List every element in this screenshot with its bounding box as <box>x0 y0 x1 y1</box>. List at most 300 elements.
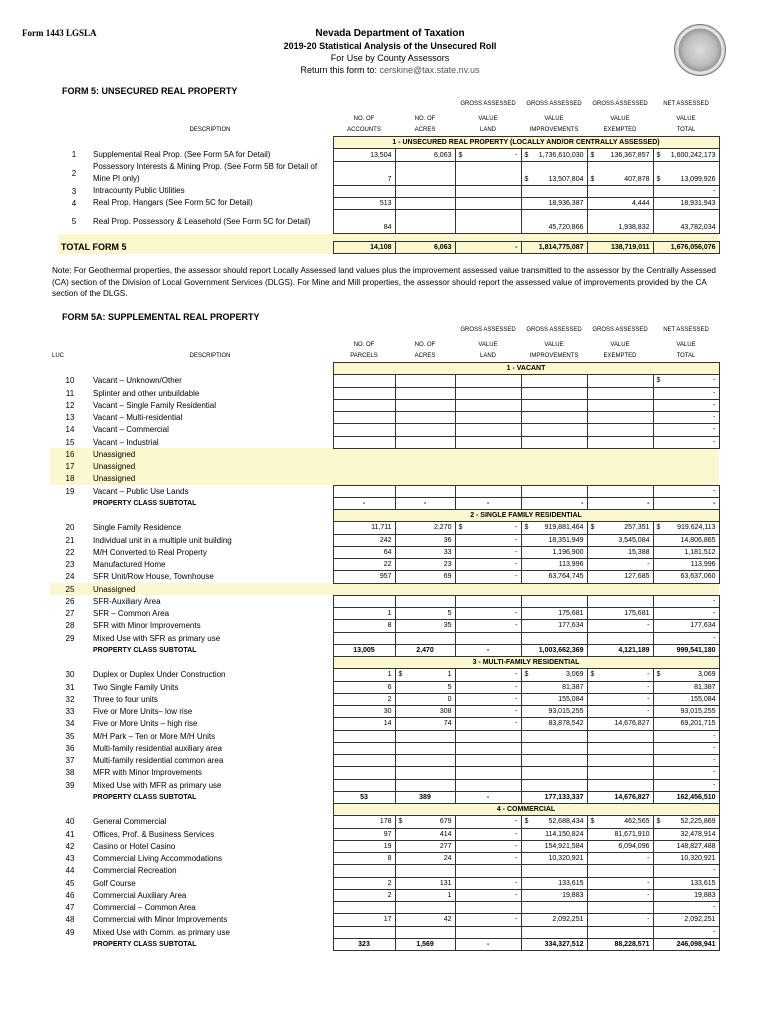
exempted-input[interactable] <box>587 889 653 901</box>
acres-input[interactable] <box>395 742 455 754</box>
value: - <box>647 695 650 703</box>
total-total[interactable] <box>653 242 719 254</box>
acres-input[interactable] <box>395 632 455 644</box>
improvements-input[interactable] <box>521 424 587 436</box>
improvements-input[interactable] <box>521 399 587 411</box>
improvements-input[interactable] <box>521 197 587 209</box>
acres-input[interactable] <box>395 718 455 730</box>
improvements-input[interactable] <box>521 669 587 681</box>
subtotal-t[interactable] <box>653 791 719 803</box>
net-total-value[interactable] <box>653 693 719 705</box>
land-input[interactable] <box>455 412 521 424</box>
acres-input[interactable] <box>395 571 455 583</box>
parcels-input[interactable] <box>333 571 395 583</box>
land-input[interactable] <box>455 149 521 161</box>
acres-input[interactable] <box>395 693 455 705</box>
land-input[interactable] <box>455 375 521 387</box>
parcels-input[interactable] <box>333 742 395 754</box>
land-input[interactable] <box>455 546 521 558</box>
exempted-input[interactable] <box>587 534 653 546</box>
value: 999,541,180 <box>676 646 716 654</box>
exempted-input[interactable] <box>587 546 653 558</box>
luc-description: Casino or Hotel Casino <box>93 841 176 851</box>
improvements-input[interactable] <box>521 853 587 865</box>
acres-input[interactable] <box>395 902 455 914</box>
subtotal-a[interactable] <box>395 938 455 950</box>
exempted-input[interactable] <box>587 828 653 840</box>
f5-hdr-total: TOTAL <box>676 127 696 133</box>
land-input[interactable] <box>455 840 521 852</box>
exempted-input[interactable] <box>587 914 653 926</box>
acres-input[interactable] <box>395 828 455 840</box>
land-input[interactable] <box>455 522 521 534</box>
subtotal-p[interactable] <box>333 644 395 656</box>
subtotal-e[interactable] <box>587 938 653 950</box>
exempted-input[interactable] <box>587 620 653 632</box>
parcels-input[interactable] <box>333 828 395 840</box>
land-input[interactable] <box>455 608 521 620</box>
acres-input[interactable] <box>395 816 455 828</box>
parcels-input[interactable] <box>333 632 395 644</box>
parcels-input[interactable] <box>333 718 395 730</box>
net-total-value[interactable] <box>653 559 719 571</box>
acres-input[interactable] <box>395 779 455 791</box>
subtotal-t[interactable] <box>653 497 719 509</box>
value: - <box>647 622 650 630</box>
improvements-input[interactable] <box>521 816 587 828</box>
acres-input[interactable] <box>395 595 455 607</box>
subtotal-a[interactable] <box>395 644 455 656</box>
parcels-input[interactable] <box>333 669 395 681</box>
parcels-input[interactable] <box>333 559 395 571</box>
land-input[interactable] <box>455 718 521 730</box>
exempted-input[interactable] <box>587 185 653 197</box>
exempted-input[interactable] <box>587 926 653 938</box>
net-total-value[interactable] <box>653 534 719 546</box>
land-input[interactable] <box>455 436 521 448</box>
land-input[interactable] <box>455 620 521 632</box>
exempted-input[interactable] <box>587 902 653 914</box>
acres-input[interactable] <box>395 669 455 681</box>
net-total-value[interactable] <box>653 914 719 926</box>
total-acres[interactable] <box>395 242 455 254</box>
net-total-value[interactable] <box>653 816 719 828</box>
accounts-input[interactable] <box>333 197 395 209</box>
improvements-input[interactable] <box>521 693 587 705</box>
acres-input[interactable] <box>395 522 455 534</box>
total-accts[interactable] <box>333 242 395 254</box>
accounts-input[interactable] <box>333 210 395 234</box>
subtotal-t[interactable] <box>653 644 719 656</box>
parcels-input[interactable] <box>333 595 395 607</box>
improvements-input[interactable] <box>521 485 587 497</box>
exempted-input[interactable] <box>587 595 653 607</box>
net-total-value[interactable] <box>653 669 719 681</box>
improvements-input[interactable] <box>521 375 587 387</box>
improvements-input[interactable] <box>521 571 587 583</box>
net-total-value[interactable] <box>653 681 719 693</box>
parcels-input[interactable] <box>333 485 395 497</box>
land-input[interactable] <box>455 706 521 718</box>
exempted-input[interactable] <box>587 877 653 889</box>
improvements-input[interactable] <box>521 681 587 693</box>
parcels-input[interactable] <box>333 620 395 632</box>
net-total-value[interactable] <box>653 608 719 620</box>
acres-input[interactable] <box>395 840 455 852</box>
net-total-value[interactable] <box>653 706 719 718</box>
exempted-input[interactable] <box>587 693 653 705</box>
land-input[interactable] <box>455 399 521 411</box>
net-total-value[interactable] <box>653 485 719 497</box>
value: 19 <box>383 842 392 850</box>
acres-input[interactable] <box>395 210 455 234</box>
exempted-input[interactable] <box>587 718 653 730</box>
parcels-input[interactable] <box>333 865 395 877</box>
form5-row <box>58 161 719 185</box>
acres-input[interactable] <box>395 889 455 901</box>
exempted-input[interactable] <box>587 816 653 828</box>
parcels-input[interactable] <box>333 877 395 889</box>
land-input[interactable] <box>455 632 521 644</box>
acres-input[interactable] <box>395 767 455 779</box>
exempted-input[interactable] <box>587 375 653 387</box>
improvements-input[interactable] <box>521 914 587 926</box>
parcels-input[interactable] <box>333 730 395 742</box>
luc-description: Unassigned <box>90 448 333 460</box>
luc-row <box>50 632 719 644</box>
net-total-value[interactable] <box>653 730 719 742</box>
subtotal-p[interactable] <box>333 791 395 803</box>
exempted-input[interactable] <box>587 608 653 620</box>
improvements-input[interactable] <box>521 161 587 185</box>
subtotal-t[interactable] <box>653 938 719 950</box>
improvements-input[interactable] <box>521 595 587 607</box>
land-input[interactable] <box>455 387 521 399</box>
exempted-input[interactable] <box>587 197 653 209</box>
parcels-input[interactable] <box>333 522 395 534</box>
exempted-input[interactable] <box>587 742 653 754</box>
net-total-value[interactable] <box>653 399 719 411</box>
exempted-input[interactable] <box>587 706 653 718</box>
exempted-input[interactable] <box>587 767 653 779</box>
land-input[interactable] <box>455 571 521 583</box>
accounts-input[interactable] <box>333 161 395 185</box>
total-impr[interactable] <box>521 242 587 254</box>
subtotal-i[interactable] <box>521 791 587 803</box>
exempted-input[interactable] <box>587 387 653 399</box>
exempted-input[interactable] <box>587 669 653 681</box>
acres-input[interactable] <box>395 914 455 926</box>
accounts-input[interactable] <box>333 185 395 197</box>
parcels-input[interactable] <box>333 424 395 436</box>
luc-row <box>50 816 719 828</box>
acres-input[interactable] <box>395 546 455 558</box>
exempted-input[interactable] <box>587 424 653 436</box>
net-total-value[interactable] <box>653 620 719 632</box>
acres-input[interactable] <box>395 485 455 497</box>
parcels-input[interactable] <box>333 681 395 693</box>
land-input[interactable] <box>455 828 521 840</box>
subtotal-l[interactable] <box>455 791 521 803</box>
land-input[interactable] <box>455 755 521 767</box>
net-total-value[interactable] <box>653 718 719 730</box>
total-value[interactable] <box>653 210 719 234</box>
net-total-value[interactable] <box>653 546 719 558</box>
acres-input[interactable] <box>395 853 455 865</box>
luc-row <box>50 840 719 852</box>
subtotal-p[interactable] <box>333 938 395 950</box>
parcels-input[interactable] <box>333 706 395 718</box>
net-total-value[interactable] <box>653 595 719 607</box>
currency-symbol: $ <box>656 175 661 183</box>
exempted-input[interactable] <box>587 755 653 767</box>
land-input[interactable] <box>455 185 521 197</box>
parcels-input[interactable] <box>333 767 395 779</box>
net-total-value[interactable] <box>653 902 719 914</box>
exempted-input[interactable] <box>587 436 653 448</box>
improvements-input[interactable] <box>521 706 587 718</box>
value: - <box>713 732 716 740</box>
net-total-value[interactable] <box>653 387 719 399</box>
subtotal-l[interactable] <box>455 644 521 656</box>
net-total-value[interactable] <box>653 877 719 889</box>
return-line <box>200 65 580 75</box>
land-input[interactable] <box>455 877 521 889</box>
net-total-value[interactable] <box>653 926 719 938</box>
parcels-input[interactable] <box>333 889 395 901</box>
net-total-value[interactable] <box>653 632 719 644</box>
land-input[interactable] <box>455 693 521 705</box>
parcels-input[interactable] <box>333 412 395 424</box>
improvements-input[interactable] <box>521 865 587 877</box>
parcels-input[interactable] <box>333 853 395 865</box>
acres-input[interactable] <box>395 149 455 161</box>
improvements-input[interactable] <box>521 185 587 197</box>
improvements-input[interactable] <box>521 559 587 571</box>
net-total-value[interactable] <box>653 767 719 779</box>
land-input[interactable] <box>455 730 521 742</box>
improvements-input[interactable] <box>521 436 587 448</box>
improvements-input[interactable] <box>521 149 587 161</box>
luc-row <box>50 399 719 411</box>
parcels-input[interactable] <box>333 926 395 938</box>
net-total-value[interactable] <box>653 571 719 583</box>
land-input[interactable] <box>455 485 521 497</box>
land-input[interactable] <box>455 889 521 901</box>
improvements-input[interactable] <box>521 767 587 779</box>
total-value[interactable] <box>653 161 719 185</box>
exempted-input[interactable] <box>587 681 653 693</box>
currency-symbol: $ <box>656 151 661 159</box>
parcels-input[interactable] <box>333 534 395 546</box>
total-value[interactable] <box>653 149 719 161</box>
parcels-input[interactable] <box>333 608 395 620</box>
parcels-input[interactable] <box>333 546 395 558</box>
acres-input[interactable] <box>395 424 455 436</box>
land-input[interactable] <box>455 902 521 914</box>
exempted-input[interactable] <box>587 730 653 742</box>
total-land[interactable] <box>455 242 521 254</box>
f5-hdr-value-3: VALUE <box>610 116 630 122</box>
luc-description: Five or More Units – high rise <box>93 719 198 729</box>
exempted-input[interactable] <box>587 853 653 865</box>
land-input[interactable] <box>455 210 521 234</box>
parcels-input[interactable] <box>333 840 395 852</box>
total-value[interactable] <box>653 185 719 197</box>
acres-input[interactable] <box>395 681 455 693</box>
net-total-value[interactable] <box>653 889 719 901</box>
land-input[interactable] <box>455 197 521 209</box>
subtotal-a[interactable] <box>395 791 455 803</box>
accounts-input[interactable] <box>333 149 395 161</box>
subtotal-e[interactable] <box>587 497 653 509</box>
improvements-input[interactable] <box>521 522 587 534</box>
subtotal-e[interactable] <box>587 791 653 803</box>
land-input[interactable] <box>455 424 521 436</box>
parcels-input[interactable] <box>333 902 395 914</box>
land-input[interactable] <box>455 161 521 185</box>
improvements-input[interactable] <box>521 926 587 938</box>
subtotal-i[interactable] <box>521 938 587 950</box>
exempted-input[interactable] <box>587 559 653 571</box>
net-total-value[interactable] <box>653 424 719 436</box>
improvements-input[interactable] <box>521 889 587 901</box>
land-input[interactable] <box>455 926 521 938</box>
net-total-value[interactable] <box>653 522 719 534</box>
exempted-input[interactable] <box>587 149 653 161</box>
improvements-input[interactable] <box>521 730 587 742</box>
exempted-input[interactable] <box>587 840 653 852</box>
net-total-value[interactable] <box>653 840 719 852</box>
improvements-input[interactable] <box>521 412 587 424</box>
net-total-value[interactable] <box>653 779 719 791</box>
exempted-input[interactable] <box>587 412 653 424</box>
exempted-input[interactable] <box>587 161 653 185</box>
total-exempt[interactable] <box>587 242 653 254</box>
acres-input[interactable] <box>395 185 455 197</box>
subtotal-p[interactable] <box>333 497 395 509</box>
acres-input[interactable] <box>395 730 455 742</box>
land-input[interactable] <box>455 853 521 865</box>
land-input[interactable] <box>455 767 521 779</box>
parcels-input[interactable] <box>333 399 395 411</box>
improvements-input[interactable] <box>521 902 587 914</box>
subtotal-i[interactable] <box>521 644 587 656</box>
acres-input[interactable] <box>395 608 455 620</box>
improvements-input[interactable] <box>521 534 587 546</box>
net-total-value[interactable] <box>653 742 719 754</box>
net-total-value[interactable] <box>653 755 719 767</box>
f5-hdr-desc: DESCRIPTION <box>189 127 231 133</box>
parcels-input[interactable] <box>333 779 395 791</box>
exempted-input[interactable] <box>587 522 653 534</box>
f5a-hdr-improvements: IMPROVEMENTS <box>529 353 579 359</box>
improvements-input[interactable] <box>521 387 587 399</box>
improvements-input[interactable] <box>521 718 587 730</box>
land-input[interactable] <box>455 779 521 791</box>
improvements-input[interactable] <box>521 210 587 234</box>
value: 414 <box>439 830 452 838</box>
acres-input[interactable] <box>395 161 455 185</box>
net-total-value[interactable] <box>653 865 719 877</box>
return-email-link[interactable]: cerskine@tax.state.nv.us <box>379 65 480 75</box>
improvements-input[interactable] <box>521 632 587 644</box>
net-total-value[interactable] <box>653 853 719 865</box>
net-total-value[interactable] <box>653 375 719 387</box>
net-total-value[interactable] <box>653 412 719 424</box>
parcels-input[interactable] <box>333 816 395 828</box>
parcels-input[interactable] <box>333 755 395 767</box>
exempted-input[interactable] <box>587 485 653 497</box>
acres-input[interactable] <box>395 706 455 718</box>
land-input[interactable] <box>455 669 521 681</box>
subtotal-e[interactable] <box>587 644 653 656</box>
net-total-value[interactable] <box>653 828 719 840</box>
subtotal-a[interactable] <box>395 497 455 509</box>
land-input[interactable] <box>455 559 521 571</box>
acres-input[interactable] <box>395 534 455 546</box>
acres-input[interactable] <box>395 436 455 448</box>
acres-input[interactable] <box>395 877 455 889</box>
land-input[interactable] <box>455 742 521 754</box>
exempted-input[interactable] <box>587 632 653 644</box>
spacer <box>58 234 90 242</box>
acres-input[interactable] <box>395 755 455 767</box>
subtotal-l[interactable] <box>455 938 521 950</box>
acres-input[interactable] <box>395 387 455 399</box>
acres-input[interactable] <box>395 620 455 632</box>
improvements-input[interactable] <box>521 742 587 754</box>
parcels-input[interactable] <box>333 375 395 387</box>
land-input[interactable] <box>455 914 521 926</box>
improvements-input[interactable] <box>521 877 587 889</box>
improvements-input[interactable] <box>521 840 587 852</box>
total-label: TOTAL FORM 5 <box>58 242 333 254</box>
total-value[interactable] <box>653 197 719 209</box>
exempted-input[interactable] <box>587 210 653 234</box>
parcels-input[interactable] <box>333 693 395 705</box>
improvements-input[interactable] <box>521 620 587 632</box>
acres-input[interactable] <box>395 412 455 424</box>
exempted-input[interactable] <box>587 779 653 791</box>
parcels-input[interactable] <box>333 914 395 926</box>
improvements-input[interactable] <box>521 755 587 767</box>
land-input[interactable] <box>455 595 521 607</box>
acres-input[interactable] <box>395 375 455 387</box>
improvements-input[interactable] <box>521 608 587 620</box>
subtotal-l[interactable] <box>455 497 521 509</box>
acres-input[interactable] <box>395 926 455 938</box>
improvements-input[interactable] <box>521 828 587 840</box>
exempted-input[interactable] <box>587 571 653 583</box>
land-input[interactable] <box>455 816 521 828</box>
acres-input[interactable] <box>395 559 455 571</box>
parcels-input[interactable] <box>333 387 395 399</box>
land-input[interactable] <box>455 865 521 877</box>
exempted-input[interactable] <box>587 399 653 411</box>
land-input[interactable] <box>455 534 521 546</box>
land-input[interactable] <box>455 681 521 693</box>
exempted-input[interactable] <box>587 865 653 877</box>
improvements-input[interactable] <box>521 779 587 791</box>
acres-input[interactable] <box>395 865 455 877</box>
acres-input[interactable] <box>395 399 455 411</box>
parcels-input[interactable] <box>333 436 395 448</box>
acres-input[interactable] <box>395 197 455 209</box>
improvements-input[interactable] <box>521 546 587 558</box>
net-total-value[interactable] <box>653 436 719 448</box>
subtotal-i[interactable] <box>521 497 587 509</box>
